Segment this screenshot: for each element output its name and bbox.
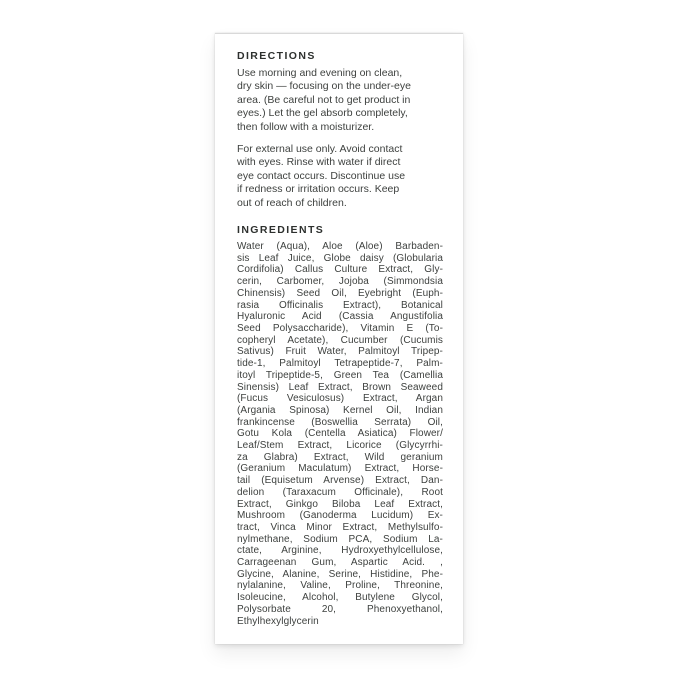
text-line: ctate, Arginine, Hydroxyethylcellulose,: [237, 545, 443, 557]
text-line: tail (Equisetum Arvense) Extract, Dan-: [237, 475, 443, 487]
text-line: (Argania Spinosa) Kernel Oil, Indian: [237, 404, 443, 416]
text-line: copheryl Acetate), Cucumber (Cucumis: [237, 334, 443, 346]
ingredients-heading: INGREDIENTS: [237, 224, 325, 237]
text-line: Ethylhexylglycerin: [237, 615, 319, 627]
text-line: dry skin — focusing on the under-eye: [237, 80, 411, 93]
directions-paragraph-2: [237, 143, 443, 210]
text-line: Carrageenan Gum, Aspartic Acid. ,: [237, 557, 443, 569]
text-line: eyes.) Let the gel absorb completely,: [237, 107, 408, 120]
text-line: For external use only. Avoid contact: [237, 143, 403, 156]
text-line: sis Leaf Juice, Globe daisy (Globularia: [237, 252, 443, 264]
text-line: (Geranium Maculatum) Extract, Horse-: [237, 463, 443, 475]
text-line: if redness or irritation occurs. Keep: [237, 183, 400, 196]
text-line: rasia Officinalis Extract), Botanical: [237, 299, 443, 311]
text-line: Cordifolia) Callus Culture Extract, Gly-: [237, 264, 443, 276]
text-line: Hyaluronic Acid (Cassia Angustifolia: [237, 311, 443, 323]
text-line: za Glabra) Extract, Wild geranium: [237, 451, 443, 463]
text-line: Gotu Kola (Centella Asiatica) Flower/: [237, 428, 443, 440]
ingredients-text: [237, 241, 443, 627]
text-line: Use morning and evening on clean,: [237, 67, 403, 79]
text-line: Isoleucine, Alcohol, Butylene Glycol,: [237, 592, 443, 604]
text-line: tide-1, Palmitoyl Tetrapeptide-7, Palm-: [237, 358, 443, 370]
text-line: Mushroom (Ganoderma Lucidum) Ex-: [237, 510, 443, 522]
text-line: out of reach of children.: [237, 196, 347, 209]
text-line: area. (Be careful not to get product in: [237, 93, 411, 106]
text-line: tract, Vinca Minor Extract, Methylsulfo-: [237, 521, 443, 533]
directions-heading: DIRECTIONS: [237, 50, 316, 62]
text-line: eye contact occurs. Discontinue use: [237, 169, 406, 182]
text-line: Sativus) Fruit Water, Palmitoyl Tripep-: [237, 346, 443, 358]
text-line: Seed Polysaccharide), Vitamin E (To-: [237, 322, 443, 334]
text-line: frankincense (Boswellia Serrata) Oil,: [237, 416, 443, 428]
text-line: cerin, Carbomer, Jojoba (Simmondsia: [237, 276, 443, 288]
text-line: Polysorbate 20, Phenoxyethanol,: [237, 603, 443, 615]
text-line: Chinensis) Seed Oil, Eyebright (Euph-: [237, 287, 443, 299]
product-label-panel: [215, 33, 463, 644]
text-line: Glycine, Alanine, Serine, Histidine, Phe-: [237, 568, 443, 580]
directions-paragraph-1: [237, 67, 443, 134]
text-line: nylmethane, Sodium PCA, Sodium La-: [237, 533, 443, 545]
text-line: then follow with a moisturizer.: [237, 120, 375, 133]
text-line: Leaf/Stem Extract, Licorice (Glycyrrhi-: [237, 440, 443, 452]
text-line: nylalanine, Valine, Proline, Threonine,: [237, 580, 443, 592]
text-line: Extract, Ginkgo Biloba Leaf Extract,: [237, 498, 443, 510]
text-line: (Fucus Vesiculosus) Extract, Argan: [237, 393, 443, 405]
text-line: Water (Aqua), Aloe (Aloe) Barbaden-: [237, 241, 443, 253]
text-line: Sinensis) Leaf Extract, Brown Seaweed: [237, 381, 443, 393]
text-line: delion (Taraxacum Officinale), Root: [237, 486, 443, 498]
text-line: with eyes. Rinse with water if direct: [237, 156, 401, 169]
text-line: itoyl Tripeptide-5, Green Tea (Camellia: [237, 369, 443, 381]
